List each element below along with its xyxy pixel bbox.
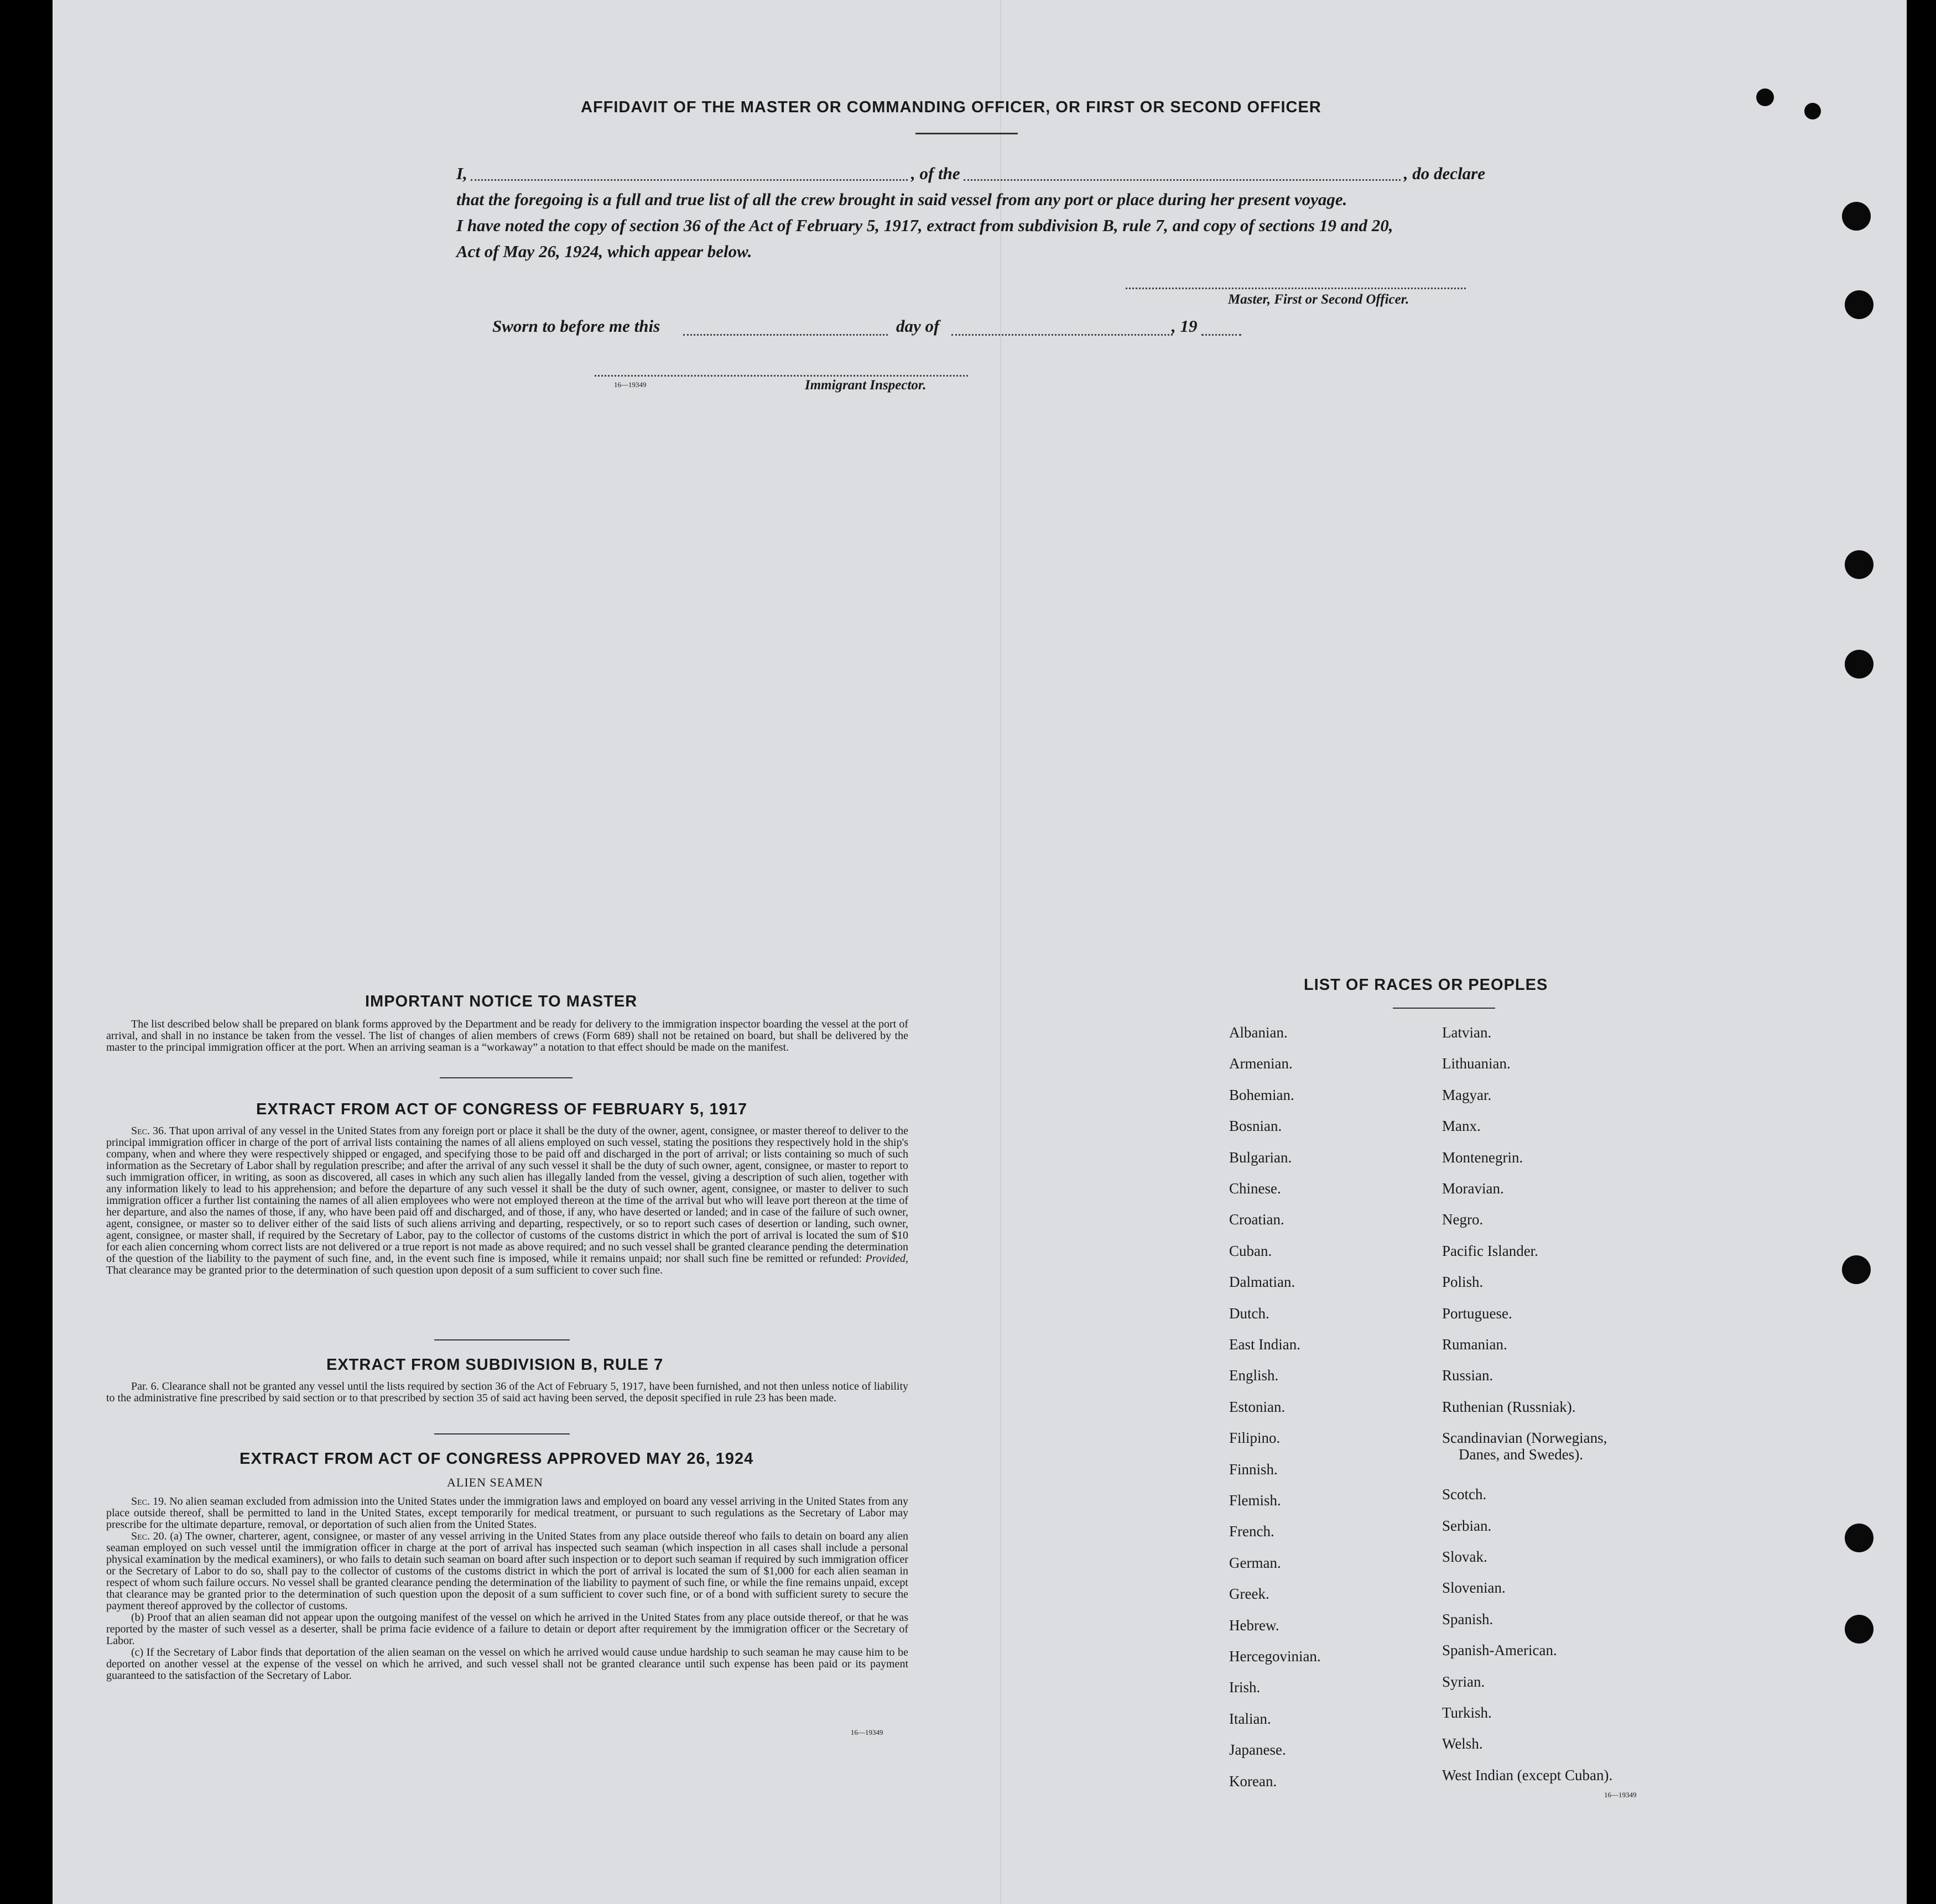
race-item: Portuguese. <box>1442 1305 1512 1322</box>
race-item: Manx. <box>1442 1118 1481 1135</box>
race-item: Hercegovinian. <box>1229 1648 1321 1665</box>
race-item: Flemish. <box>1229 1492 1281 1509</box>
race-item: Dutch. <box>1229 1305 1269 1322</box>
binder-hole <box>1842 202 1871 231</box>
race-item: English. <box>1229 1367 1279 1384</box>
race-item: Magyar. <box>1442 1086 1492 1103</box>
ink-spot <box>1804 103 1821 119</box>
extract-1917-text <box>106 1125 908 1276</box>
race-item: Croatian. <box>1229 1211 1284 1228</box>
race-item: Montenegrin. <box>1442 1149 1523 1166</box>
race-item: Negro. <box>1442 1211 1484 1228</box>
race-item: Bohemian. <box>1229 1086 1294 1103</box>
alien-seamen-subheading: ALIEN SEAMEN <box>447 1475 543 1489</box>
notice-text: The list described below shall be prepared on blank forms approved by the Department and be ready for delivery to the immigration inspector boarding the vessel at the port of arrival, and shall in no instance be taken from the vessel. The list of changes of alien members of crews (Form 689) shall not be retained on board, but shall be delivered by the master to the principal immigration officer at the port. When an arriving seaman is a “workaway” a notation to that effect should be made on the manifest. <box>106 1018 908 1053</box>
declaration-line: Act of May 26, 1924, which appear below. <box>456 242 752 261</box>
year-label: , 19 <box>1172 316 1198 336</box>
form-number: 16—19349 <box>614 380 647 389</box>
race-item: Rumanian. <box>1442 1336 1507 1353</box>
extract-1924-text <box>106 1496 908 1682</box>
race-item: Filipino. <box>1229 1430 1281 1447</box>
race-item: Serbian. <box>1442 1517 1492 1534</box>
race-item: Chinese. <box>1229 1180 1281 1197</box>
section-text-end: That clearance may be granted prior to the determination of such question upon deposit of a sum sufficient to cover such fine. <box>106 1264 663 1276</box>
notice-heading: IMPORTANT NOTICE TO MASTER <box>365 993 638 1010</box>
race-item: Syrian. <box>1442 1673 1485 1690</box>
divider <box>915 133 1018 134</box>
races-heading: LIST OF RACES OR PEOPLES <box>1304 976 1548 994</box>
race-item: East Indian. <box>1229 1336 1300 1353</box>
master-signature-label: Master, First or Second Officer. <box>1228 292 1409 307</box>
extract-1917-heading: EXTRACT FROM ACT OF CONGRESS OF FEBRUARY 5, 1917 <box>256 1100 748 1118</box>
do-declare-label: , do declare <box>1403 164 1486 183</box>
race-item: Slovenian. <box>1442 1579 1506 1597</box>
ink-spot <box>1756 88 1774 106</box>
race-item: Spanish. <box>1442 1610 1493 1627</box>
form-number: 16—19349 <box>851 1728 883 1736</box>
section-label: Sec. 36. <box>131 1125 167 1137</box>
race-item: Latvian. <box>1442 1024 1492 1041</box>
race-item: French. <box>1229 1523 1274 1540</box>
affidavit-declaration <box>456 160 1485 264</box>
race-item: Scandinavian (Norwegians, <box>1442 1430 1607 1447</box>
race-item: German. <box>1229 1554 1281 1571</box>
race-item: Polish. <box>1442 1274 1484 1291</box>
sworn-label: Sworn to before me this <box>492 316 660 336</box>
binder-hole <box>1845 290 1873 319</box>
section-label: Sec. 19. <box>131 1495 167 1507</box>
race-item: Dalmatian. <box>1229 1274 1295 1291</box>
inspector-label: Immigrant Inspector. <box>805 378 927 393</box>
section-text: (a) The owner, charterer, agent, consignee, or master of any vessel arriving in the United States from any place outside thereof who fails to detain on board any alien seaman employed on such vessel until the immigration officer in charge at the port of arrival has inspected such seaman (which inspection in all cases shall include a personal physical examination by the medical examiners), or who fails to detain such seaman on board after such inspection or to deport such seaman if required by such immigration officer or the Secretary of Labor to do so, shall pay to the collector of customs of the customs district in which the port of arrival is located the sum of $1,000 for each alien seaman in respect of whom such failure occurs. No vessel shall be granted clearance pending the determination of the liability to payment of such fine, or while the fine remains unpaid, except that clearance may be granted prior to the determination of such question upon the deposit of a sum sufficient to cover such fine, or of a bond with sufficient surety to secure the payment thereof approved by the collector of customs. <box>106 1530 908 1612</box>
section-text: No alien seaman excluded from admission into the United States under the immigration laws and employed on board any vessel arriving in the United States from any place outside thereof, shall be permitted to land in the United States, except temporarily for medical treatment, or pursuant to such regulations as the Secretary of Labor may prescribe for the ultimate departure, removal, or deportation of such alien from the United States. <box>106 1495 908 1531</box>
race-item: Lithuanian. <box>1442 1055 1511 1072</box>
race-item: West Indian (except Cuban). <box>1442 1766 1613 1783</box>
rule7-text: Par. 6. Clearance shall not be granted any vessel until the lists required by section 36 of the Act of February 5, 1917, have been furnished, and not then unless notice of liability to the administrative fine prescribed by said section or to that prescribed by section 35 of said act having been served, the deposit specified in rule 23 has been made. <box>106 1380 908 1404</box>
divider <box>434 1433 570 1434</box>
race-item: Ruthenian (Russniak). <box>1442 1398 1576 1415</box>
race-item: Russian. <box>1442 1367 1493 1384</box>
of-the-label: , of the <box>910 164 960 183</box>
race-item: Bosnian. <box>1229 1118 1282 1135</box>
affidavit-title: AFFIDAVIT OF THE MASTER OR COMMANDING OFFICER, OR FIRST OR SECOND OFFICER <box>581 98 1321 116</box>
binder-hole <box>1845 650 1873 679</box>
divider <box>440 1077 573 1078</box>
sworn-day-field[interactable] <box>683 334 888 336</box>
section-text: That upon arrival of any vessel in the United States from any foreign port or place it shall be the duty of the owner, agent, consignee, or master thereof to deliver to the principal immigration officer in charge of the port of arrival lists containing the names of all aliens employed on such vessel, stating the positions they respectively hold in the ship's company, when and where they were respectively shipped or engaged, and specifying those to be paid off and discharged in the port of arrival; or lists containing so much of such information as the Secretary of Labor shall by regulation prescribe; and after the arrival of any such vessel it shall be the duty of such owner, agent, consignee, or master to report to such immigration officer, in writing, as soon as discovered, all cases in which any such alien has illegally landed from the vessel, giving a description of such alien, together with any information likely to lead to his apprehension; and before the departure of any such vessel it shall be the duty of such owner, agent, consignee, or master to deliver to such immigration officer a further list containing the names of all alien employees who were not employed thereon at the time of the arrival but who will leave port thereon at the time of her departure, and also the names of those, if any, who have been paid off and discharged, and of those, if any, who have deserted or landed; and in case of the failure of such owner, agent, consignee, or master so to deliver either of the said lists of such aliens arriving and departing, respectively, or so to report such cases of desertion or landing, such owner, agent, consignee, or master shall, if required by the Secretary of Labor, pay to the collector of customs of the customs district in which the port of arrival is located the sum of $10 for each alien concerning whom correct lists are not delivered or a true report is not made as above required; and no such vessel shall be granted clearance pending the determination of the question of the liability to the payment of such fine, and, in the event such fine is imposed, while it remains unpaid; nor shall such fine be remitted or refunded: <box>106 1125 909 1265</box>
inspector-signature-line[interactable] <box>595 375 968 377</box>
race-item: Cuban. <box>1229 1242 1272 1259</box>
name-field[interactable] <box>471 179 908 181</box>
race-item: Albanian. <box>1229 1024 1288 1041</box>
race-item: Hebrew. <box>1229 1616 1279 1634</box>
binder-hole <box>1845 1524 1873 1552</box>
binder-hole <box>1845 550 1873 579</box>
i-label: I, <box>456 164 467 183</box>
section-label: Sec. 20. <box>131 1530 167 1542</box>
race-item: Scotch. <box>1442 1486 1487 1503</box>
race-item: Slovak. <box>1442 1548 1487 1565</box>
race-item: Bulgarian. <box>1229 1149 1292 1166</box>
race-item: Irish. <box>1229 1679 1261 1696</box>
race-item: Moravian. <box>1442 1180 1504 1197</box>
extract-1924-heading: EXTRACT FROM ACT OF CONGRESS APPROVED MAY 26, 1924 <box>240 1450 754 1468</box>
declaration-line: that the foregoing is a full and true list of all the crew brought in said vessel from any port or place during her present voyage. <box>456 190 1347 209</box>
binder-hole <box>1842 1255 1871 1284</box>
sworn-year-field[interactable] <box>1201 334 1241 336</box>
sworn-month-field[interactable] <box>951 334 1173 336</box>
section-text: (c) If the Secretary of Labor finds that deportation of the alien seaman on the vessel on which he arrived would cause undue hardship to such seaman he may cause him to be deported on another vessel at the expense of the vessel on which he arrived, and such vessel shall not be granted clearance until such expense has been paid or its payment guaranteed to the satisfaction of the Secretary of Labor. <box>106 1646 908 1682</box>
race-item: Armenian. <box>1229 1055 1293 1072</box>
race-item: Finnish. <box>1229 1460 1278 1478</box>
day-of-label: day of <box>896 316 940 336</box>
race-item: Welsh. <box>1442 1735 1483 1752</box>
divider <box>434 1339 570 1340</box>
vessel-field[interactable] <box>964 179 1401 181</box>
race-item: Danes, and Swedes). <box>1459 1446 1583 1463</box>
section-text: (b) Proof that an alien seaman did not appear upon the outgoing manifest of the vessel on which he arrived in the United States from any place outside thereof, or that he was reported by the master of such vessel as a deserter, shall be prima facie evidence of a failure to detain or deport after requirement by the immigration officer or the Secretary of Labor. <box>106 1611 908 1647</box>
binder-hole <box>1845 1615 1873 1644</box>
race-item: Japanese. <box>1229 1741 1286 1759</box>
provided-label: Provided, <box>865 1253 909 1265</box>
race-item: Greek. <box>1229 1585 1269 1603</box>
race-item: Italian. <box>1229 1710 1271 1727</box>
center-fold <box>1000 0 1001 1904</box>
race-item: Pacific Islander. <box>1442 1242 1538 1259</box>
divider <box>1393 1008 1495 1009</box>
race-item: Turkish. <box>1442 1704 1492 1721</box>
rule7-heading: EXTRACT FROM SUBDIVISION B, RULE 7 <box>326 1356 664 1374</box>
master-signature-line[interactable] <box>1126 288 1466 289</box>
race-item: Estonian. <box>1229 1398 1286 1415</box>
form-number: 16—19349 <box>1604 1791 1637 1799</box>
declaration-line: I have noted the copy of section 36 of the Act of February 5, 1917, extract from subdivision B, rule 7, and copy of sections 19 and 20, <box>456 216 1393 235</box>
race-item: Spanish-American. <box>1442 1642 1557 1659</box>
race-item: Korean. <box>1229 1772 1277 1790</box>
